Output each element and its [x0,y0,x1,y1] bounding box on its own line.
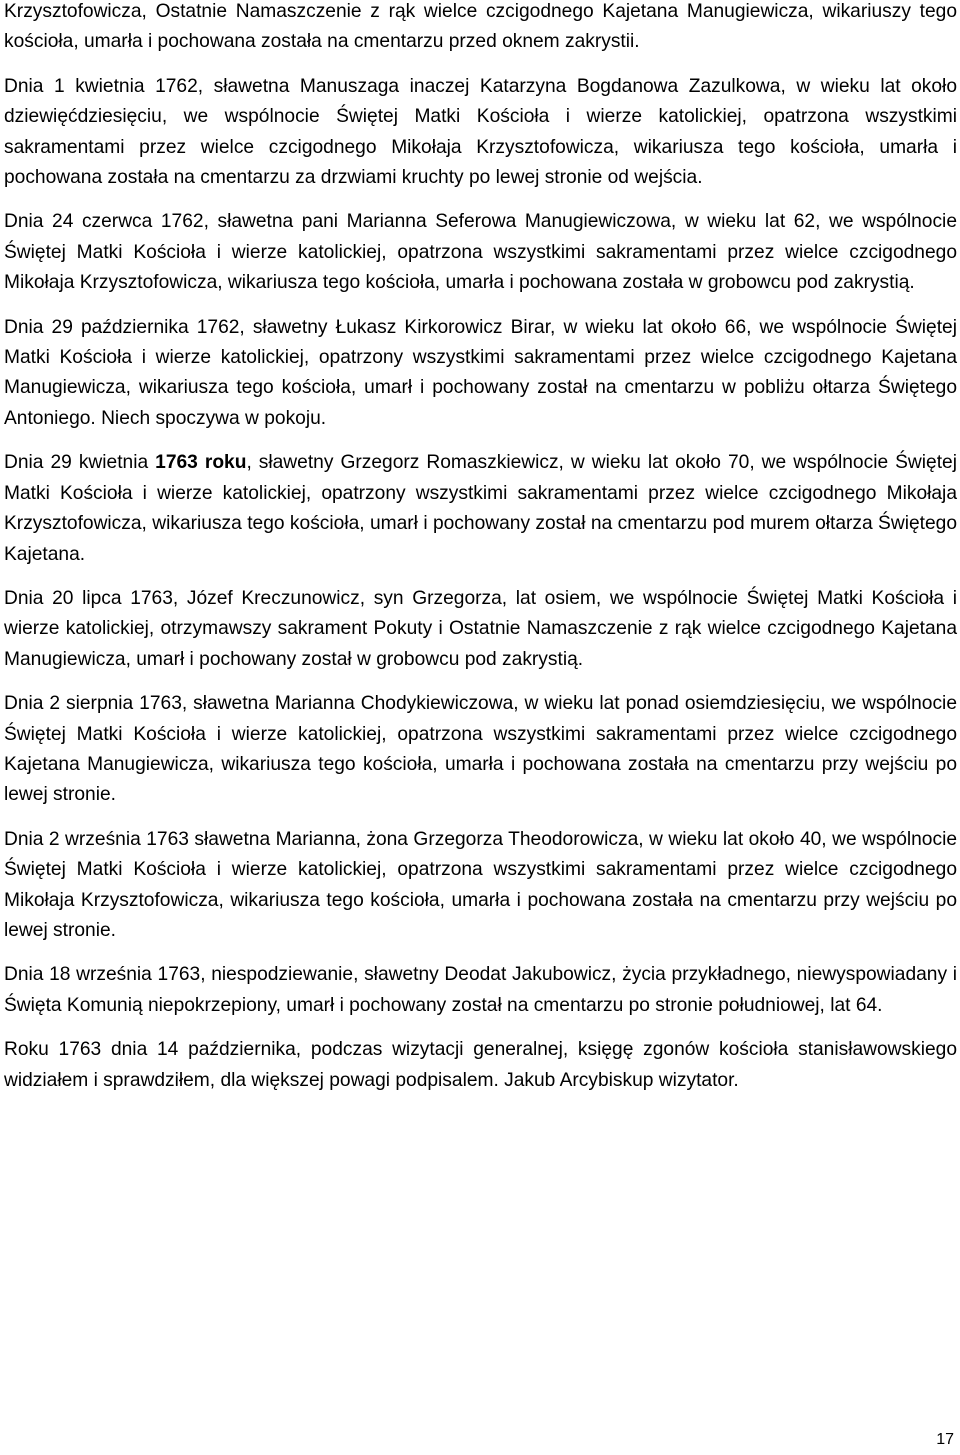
paragraph-visitation-note: Roku 1763 dnia 14 października, podczas wizytacji generalnej, księgę zgonów kościoła stanisławowskiego widziałem i sprawdziłem, dla większej powagi podpisalem. Jakub Arcybiskup wizytator. [4,1039,957,1091]
paragraph-bold-year: 1763 roku [155,452,247,474]
paragraph-entry-1763-09-18: Dnia 18 września 1763, niespodziewanie, sławetny Deodat Jakubowicz, życia przykładnego, niewyspowiadany i Święta Komunią niepokrzepiony, umarł i pochowany został na cmentarzu po stronie południowej, lat 64. [4,964,957,1016]
paragraph-entry-1763-08-02: Dnia 2 sierpnia 1763, sławetna Marianna Chodykiewiczowa, w wieku lat ponad osiemdziesięciu, we wspólnocie Świętej Matki Kościoła i wierze katolickiej, opatrzona wszystkimi sakramentami przez wielce czcigodnego Kajetana Manugiewicza, wikariusza tego kościoła, umarła i pochowana została na cmentarzu przy wejściu po lewej stronie. [4,693,957,806]
paragraph-entry-1763-04-29 [4,448,957,570]
paragraph-text-after: , sławetny Grzegorz Romaszkiewicz, w wieku lat około 70, we wspólnocie Świętej Matki Kościoła i wierze katolickiej, opatrzony wszystkimi sakramentami przez wielce czcigodnego Mikołaja Krzysztofowicza, wikariusza tego kościoła, umarł i pochowany został na cmentarzu pod murem ołtarza Świętego Kajetana. [4,452,957,565]
paragraph-entry-1762-10-29: Dnia 29 października 1762, sławetny Łukasz Kirkorowicz Birar, w wieku lat około 66, we wspólnocie Świętej Matki Kościoła i wierze katolickiej, opatrzony wszystkimi sakramentami przez wielce czcigodnego Kajetana Manugiewicza, wikariusza tego kościoła, umarł i pochowany został na cmentarzu w pobliżu ołtarza Świętego Antoniego. Niech spoczywa w pokoju. [4,316,957,429]
paragraph-continuation: Krzysztofowicza, Ostatnie Namaszczenie z rąk wielce czcigodnego Kajetana Manugiewicza, wikariuszy tego kościoła, umarła i pochowana została na cmentarzu przed oknem zakrystii. [4,1,957,53]
page-number: 17 [936,1431,954,1448]
paragraph-entry-1763-09-02: Dnia 2 września 1763 sławetna Marianna, żona Grzegorza Theodorowicza, w wieku lat około 40, we wspólnocie Świętej Matki Kościoła i wierze katolickiej, opatrzona wszystkimi sakramentami przez wielce czcigodnego Mikołaja Krzysztofowicza, wikariusza tego kościoła, umarła i pochowana została na cmentarzu przy wejściu po lewej stronie. [4,828,957,941]
paragraph-entry-1763-07-20: Dnia 20 lipca 1763, Józef Kreczunowicz, syn Grzegorza, lat osiem, we wspólnocie Świętej Matki Kościoła i wierze katolickiej, otrzymawszy sakrament Pokuty i Ostatnie Namaszczenie z rąk wielce czcigodnego Kajetana Manugiewicza, umarł i pochowany został w grobowcu pod zakrystią. [4,587,957,670]
paragraph-entry-1762-06-24: Dnia 24 czerwca 1762, sławetna pani Marianna Seferowa Manugiewiczowa, w wieku lat 62, we wspólnocie Świętej Matki Kościoła i wierze katolickiej, opatrzona wszystkimi sakramentami przez wielce czcigodnego Mikołaja Krzysztofowicza, wikariusza tego kościoła, umarła i pochowana została w grobowcu pod zakrystią. [4,211,957,294]
document-page [4,0,957,1110]
paragraph-text-before: Dnia 29 kwietnia [4,452,156,474]
paragraph-entry-1762-04-01: Dnia 1 kwietnia 1762, sławetna Manuszaga inaczej Katarzyna Bogdanowa Zazulkowa, w wieku lat około dziewięćdziesięciu, we wspólnocie Świętej Matki Kościoła i wierze katolickiej, opatrzona wszystkimi sakramentami przez wielce czcigodnego Mikołaja Krzysztofowicza, wikariusza tego kościoła, umarła i pochowana została na cmentarzu za drzwiami kruchty po lewej stronie od wejścia. [4,75,957,189]
